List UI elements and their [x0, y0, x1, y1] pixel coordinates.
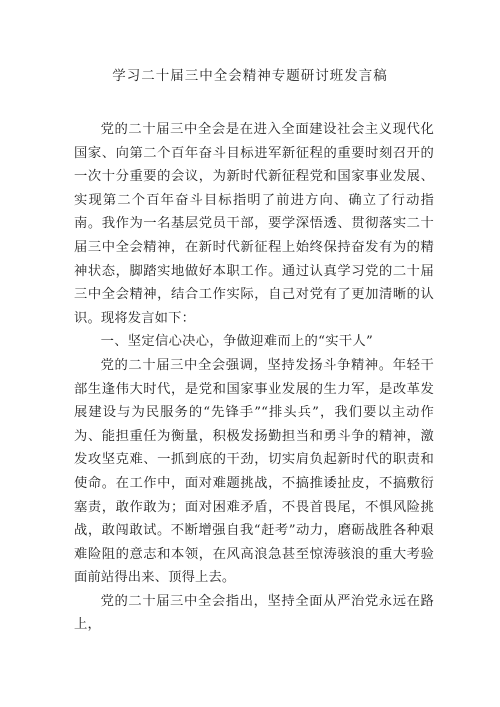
- document-title: 学习二十届三中全会精神专题研讨班发言稿: [112, 68, 388, 84]
- document-body: [74, 118, 434, 637]
- paragraph-continued: 党的二十届三中全会指出，坚持全面从严治党永远在路上，: [74, 593, 434, 633]
- paragraph-section-1: 党的二十届三中全会强调，坚持发扬斗争精神。年轻干部生逢伟大时代，是党和国家事业发展的生力军，是改革发展建设与为民服务的“先锋手”“排头兵”，我们要以主动作为、能担重任为衡量，积极发扬勤担当和勇斗争的精神，激发攻坚克难、一抓到底的干劲，切实肩负起新时代的职责和使命。在工作中，面对难题挑战，不搞推诿扯皮，不搞敷衍塞责，敢作敢为；面对困难矛盾，不畏首畏尾，不惧风险挑战，敢闯敢试。不断增强自我“赶考”动力，磨砺战胜各种艰难险阻的意志和本领，在风高浪急甚至惊涛骇浪的重大考验面前站得出来、顶得上去。: [74, 357, 434, 586]
- section-heading-1: 一、坚定信心决心，争做迎难而上的“实干人”: [100, 334, 374, 350]
- paragraph-intro: 党的二十届三中全会是在进入全面建设社会主义现代化国家、向第二个百年奋斗目标进军新征程的重要时刻召开的一次十分重要的会议，为新时代新征程党和国家事业发展、实现第二个百年奋斗目标指明了前进方向、确立了行动指南。我作为一名基层党员干部，要学深悟透、贯彻落实二十届三中全会精神，在新时代新征程上始终保持奋发有为的精神状态，脚踏实地做好本职工作。通过认真学习党的二十届三中全会精神，结合工作实际，自己对党有了更加清晰的认识。现将发言如下：: [74, 122, 434, 326]
